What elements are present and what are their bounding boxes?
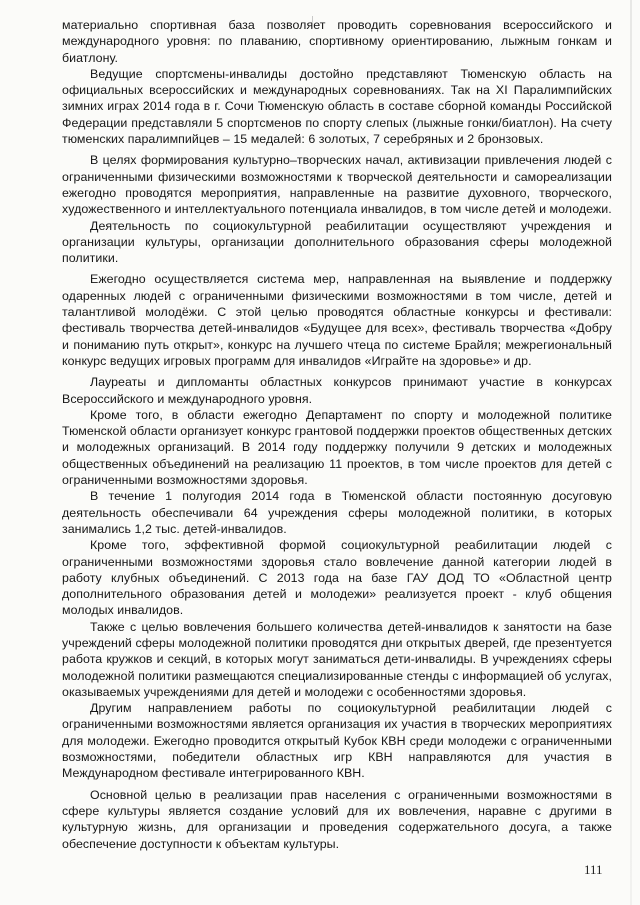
paragraph: материально спортивная база позволяет проводить соревнования всероссийского и международного уровня: по плаванию, спортивному ориентированию, лыжным гонкам и биатлону. — [62, 18, 612, 65]
paragraph: Также с целью вовлечения большего количества детей-инвалидов к занятости на базе учреждений сферы молодежной политики проводятся дни открытых дверей, где презентуется работа кружков и секций, в которых могут заниматься дети-инвалиды. В учреждениях сферы молодежной политики размещаются специализированные стенды с информацией об услугах, оказываемых учреждениями для детей и молодежи с особенностями здоровья. — [62, 619, 612, 699]
paragraph: Кроме того, эффективной формой социокультурной реабилитации людей с ограниченными возможностями здоровья стало вовлечение данной категории людей в работу клубных объединений. С 2013 года на базе ГАУ ДОД ТО «Областной центр дополнительного образования детей и молодежи» реализуется проект - клуб общения молодых инвалидов. — [62, 538, 612, 618]
paragraph: Основной целью в реализации прав населения с ограниченными возможностями в сфере культуры является создание условий для их вовлечения, наравне с другими в культурную жизнь, для организации и проведения содержательного досуга, а также обеспечение доступности к объектам культуры. — [62, 787, 612, 851]
paragraph: Кроме того, в области ежегодно Департамент по спорту и молодежной политике Тюменской области организует конкурс грантовой поддержки проектов общественных детских и молодежных организаций. В 2014 году поддержку получили 9 детских и молодежных общественных объединений на реализацию 11 проектов, в том числе проектов для детей с ограниченными возможностями здоровья. — [62, 407, 612, 488]
paragraph: Другим направлением работы по социокультурной реабилитации людей с ограниченными возможностями является организация их участия в творческих мероприятиях для молодежи. Ежегодно проводится открытый Кубок КВН среди молодежи с ограниченными возможностями, победители областных игр КВН направляются для участия в Международном фестивале интегрированного КВН. — [62, 701, 612, 781]
document-body — [62, 17, 612, 852]
paragraph: Ежегодно осуществляется система мер, направленная на выявление и поддержку одаренных людей с ограниченными физическими возможностями в том числе, детей и талантливой молодёжи. С этой целью проводятся областные конкурсы и фестивали: фестиваль творчества детей-инвалидов «Будущее для всех», фестиваль творчества «Добру и пониманию путь открыт», конкурс на лучшего чтеца по системе Брайля; межрегиональный конкурс ведущих игровых программ для инвалидов «Играйте на здоровье» и др. — [62, 272, 612, 368]
paragraph: Деятельность по социокультурной реабилитации осуществляют учреждения и организации культуры, организации дополнительного образования сферы молодежной политики. — [62, 218, 612, 266]
paragraph: Лауреаты и дипломанты областных конкурсов принимают участие в конкурсах Всероссийского и международного уровня. — [62, 375, 612, 406]
paragraph: Ведущие спортсмены-инвалиды достойно представляют Тюменскую область на официальных всероссийских и международных соревнованиях. Так на XI Паралимпийских зимних играх 2014 года в г. Сочи Тюменскую область в составе сборной команды Российской Федерации представляли 5 спортсменов по спорту слепых (лыжные гонки/биатлон). На счету тюменских паралимпийцев – 15 медалей: 6 золотых, 7 серебряных и 2 бронзовых. — [62, 66, 612, 147]
page-number: 111 — [584, 862, 603, 877]
paragraph: В течение 1 полугодия 2014 года в Тюменской области постоянную досуговую деятельность обеспечивали 64 учреждения сферы молодежной политики, в которых занимались 1,2 тыс. детей-инвалидов. — [62, 489, 612, 536]
paragraph: В целях формирования культурно–творческих начал, активизации привлечения людей с ограниченными физическими возможностями к творческой деятельности и самореализации ежегодно проводятся мероприятия, направленные на развитие духовного, творческого, художественного и интеллектуального потенциала инвалидов, в том числе детей и молодежи. — [62, 153, 612, 217]
page-edge-shadow — [630, 0, 632, 905]
